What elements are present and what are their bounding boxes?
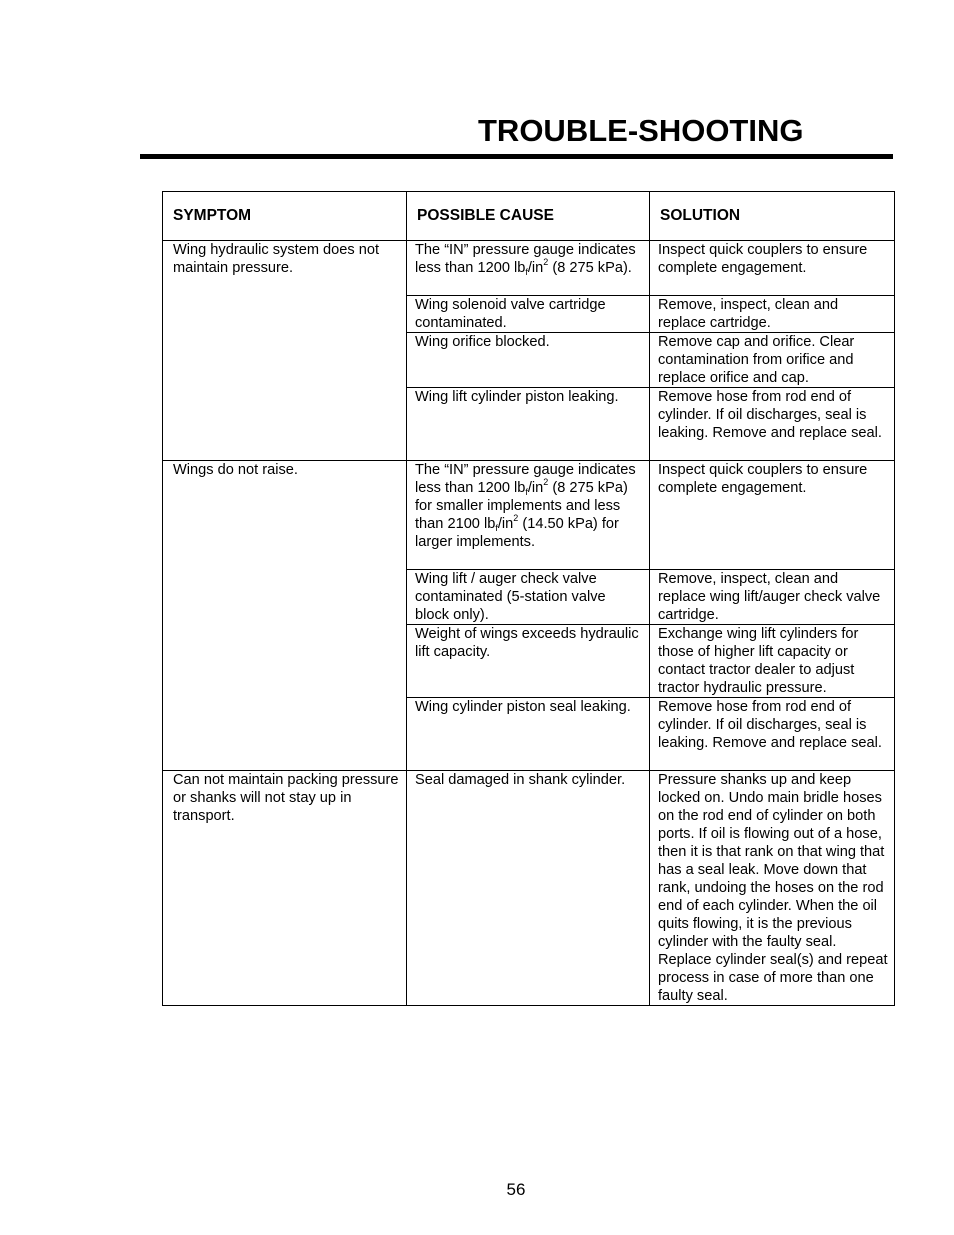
symptom-cell: Can not maintain packing pressure or shanks will not stay up in transport. xyxy=(163,771,407,1006)
solution-cell: Remove hose from rod end of cylinder. If oil discharges, seal is leaking. Remove and replace seal. xyxy=(650,388,895,461)
page-number: 56 xyxy=(506,1180,526,1199)
solution-cell: Pressure shanks up and keep locked on. Undo main bridle hoses on the rod end of cylinder on both ports. If oil is flowing out of a hose, then it is that rank on that wing that has a seal leak. Move down that rank, undoing the hoses on the rod end of each cylinder. When the oil quits flowing, it is the previous cylinder with the faulty seal. Replace cylinder seal(s) and repeat process in case of more than one faulty seal. xyxy=(650,771,895,1006)
cause-cell: Wing solenoid valve cartridge contaminated. xyxy=(407,296,650,333)
symptom-cell: Wings do not raise. xyxy=(163,461,407,771)
cause-cell: Wing lift cylinder piston leaking. xyxy=(407,388,650,461)
table-header-row xyxy=(163,192,895,241)
header-symptom: SYMPTOM xyxy=(163,192,407,241)
table-row xyxy=(163,461,895,570)
page-title: TROUBLE-SHOOTING xyxy=(478,113,804,148)
cause-cell: Wing orifice blocked. xyxy=(407,333,650,388)
solution-cell: Remove, inspect, clean and replace wing lift/auger check valve cartridge. xyxy=(650,570,895,625)
solution-cell: Remove hose from rod end of cylinder. If oil discharges, seal is leaking. Remove and replace seal. xyxy=(650,698,895,771)
troubleshooting-table xyxy=(162,191,895,1006)
solution-cell: Remove, inspect, clean and replace cartridge. xyxy=(650,296,895,333)
table-row xyxy=(163,241,895,296)
cause-cell: Wing cylinder piston seal leaking. xyxy=(407,698,650,771)
cause-cell: The “IN” pressure gauge indicates less than 1200 $lb_f/in^2$ (8 275 kPa). xyxy=(407,241,650,296)
symptom-cell: Wing hydraulic system does not maintain pressure. xyxy=(163,241,407,461)
cause-cell: Seal damaged in shank cylinder. xyxy=(407,771,650,1006)
header-solution: SOLUTION xyxy=(650,192,895,241)
solution-cell: Remove cap and orifice. Clear contamination from orifice and replace orifice and cap. xyxy=(650,333,895,388)
cause-cell: Weight of wings exceeds hydraulic lift capacity. xyxy=(407,625,650,698)
solution-cell: Exchange wing lift cylinders for those of higher lift capacity or contact tractor dealer to adjust tractor hydraulic pressure. xyxy=(650,625,895,698)
title-underline xyxy=(140,154,893,159)
header-possible-cause: POSSIBLE CAUSE xyxy=(407,192,650,241)
cause-cell: Wing lift / auger check valve contaminated (5-station valve block only). xyxy=(407,570,650,625)
table-row xyxy=(163,771,895,1006)
cause-cell: The “IN” pressure gauge indicates less than 1200 $lb_f/in^2$ (8 275 kPa) for smaller implements and less than 2100 $lb_f/in^2$ (14.50 kPa) for larger implements. xyxy=(407,461,650,570)
solution-cell: Inspect quick couplers to ensure complete engagement. xyxy=(650,241,895,296)
solution-cell: Inspect quick couplers to ensure complete engagement. xyxy=(650,461,895,570)
